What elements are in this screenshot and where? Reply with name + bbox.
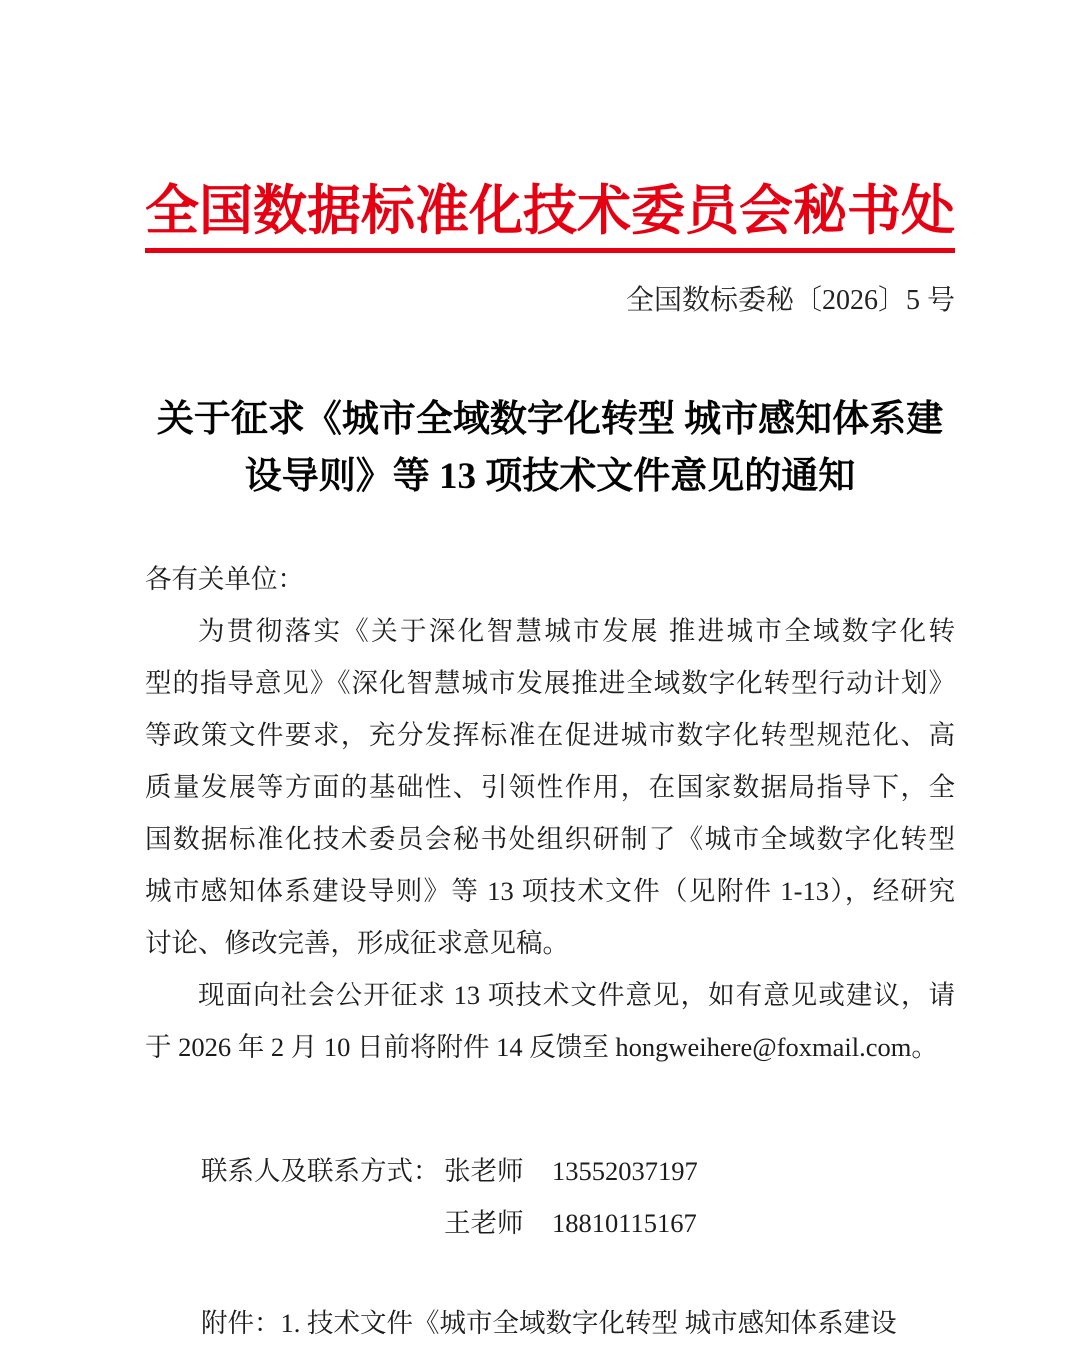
notice-title-line-2: 设导则》等 13 项技术文件意见的通知 xyxy=(244,456,856,497)
notice-title xyxy=(145,391,955,505)
contact-label: 联系人及联系方式： xyxy=(201,1156,440,1186)
body-line: 为贯彻落实《关于深化智慧城市发展 推进城市全域数字化转 xyxy=(198,616,955,646)
notice-body xyxy=(145,553,955,1349)
paragraph-1 xyxy=(145,605,955,969)
body-line: 国数据标准化技术委员会秘书处组织研制了《城市全域数字化转型 xyxy=(145,824,955,854)
doc-number: 全国数标委秘〔2026〕5 号 xyxy=(625,285,955,316)
contact-name: 王老师 xyxy=(444,1208,524,1238)
letterhead xyxy=(145,180,955,319)
salutation: 各有关单位： xyxy=(145,564,304,594)
letterhead-divider xyxy=(145,248,955,253)
body-line: 型的指导意见》《深化智慧城市发展推进全域数字化转型行动计划》 xyxy=(145,668,955,698)
body-line: 现面向社会公开征求 13 项技术文件意见，如有意见或建议，请 xyxy=(198,980,955,1010)
paragraph-2 xyxy=(145,969,955,1073)
contact-name: 张老师 xyxy=(444,1156,524,1186)
body-line: 于 2026 年 2 月 10 日前将附件 14 反馈至 hongweihere@foxmail.com。 xyxy=(145,1032,938,1062)
contact-row xyxy=(145,1197,955,1249)
org-title: 全国数据标准化技术委员会秘书处 xyxy=(145,181,955,241)
body-line: 等政策文件要求，充分发挥标准在促进城市数字化转型规范化、高 xyxy=(145,720,955,750)
contact-row xyxy=(145,1145,955,1197)
attachment-line: 附件：1. 技术文件《城市全域数字化转型 城市感知体系建设 xyxy=(201,1308,897,1338)
body-line: 城市感知体系建设导则》等 13 项技术文件（见附件 1-13），经研究 xyxy=(145,876,955,906)
notice-title-line-1: 关于征求《城市全域数字化转型 城市感知体系建 xyxy=(156,399,944,440)
body-line: 讨论、修改完善，形成征求意见稿。 xyxy=(145,928,569,958)
body-line: 质量发展等方面的基础性、引领性作用，在国家数据局指导下，全 xyxy=(145,772,955,802)
contact-section xyxy=(145,1145,955,1249)
contact-phone: 18810115167 xyxy=(552,1208,697,1238)
contact-phone: 13552037197 xyxy=(552,1156,698,1186)
